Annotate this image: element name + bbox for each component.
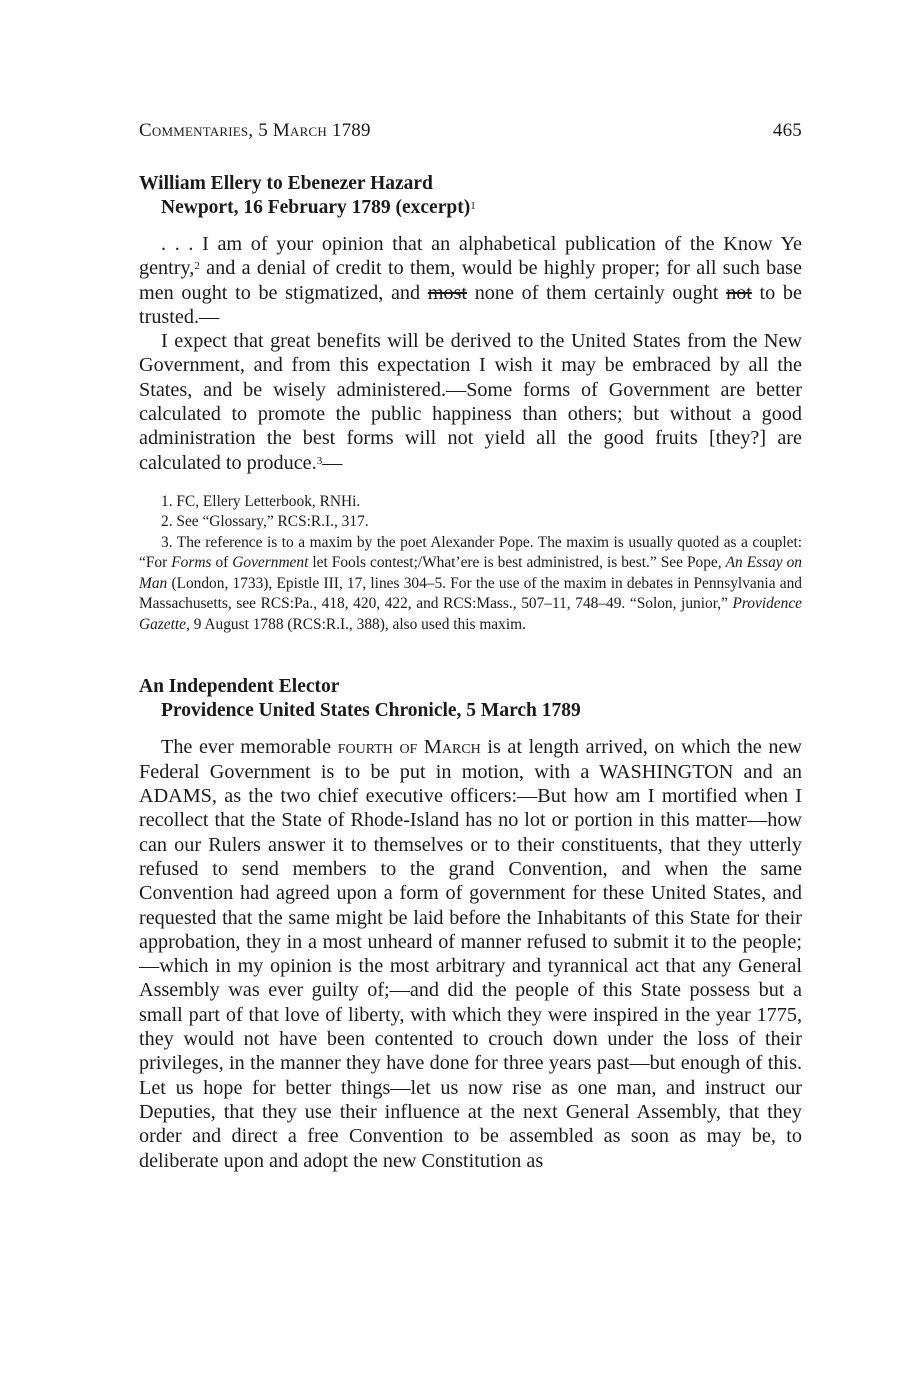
doc1-p2-text-a: I expect that great benefits will be derived to the United States from the New Government, and from this expectation I wish it may be embraced by all the States, and be wisely administered.—Some forms of Government are better calculated to promote the public happiness than others; but without a good administration the best forms will not yield all the good fruits [they?] are calculated to produce. [139, 330, 802, 474]
struck-word-most: most [427, 281, 468, 304]
doc2-p1-small-caps: fourth of March [337, 736, 481, 759]
doc1-p1-text-b: and a denial of credit to them, would be highly proper; for all such base men ought to be stigmatized, and [139, 257, 802, 304]
doc2-paragraph-1 [139, 735, 802, 1172]
footnote-3-text-d: (London, 1733), Epistle III, 17, lines 304–5. For the use of the maxim in debates in Pennsylvania and Massachusetts, see RCS:Pa., 418, 420, 422, and RCS:Mass., 507–11, 748–49. “Solon, junior,” [139, 574, 802, 613]
doc1-paragraph-2 [139, 329, 802, 475]
footnote-3-text-b: of [211, 554, 233, 572]
footnote-3-italic-gazette: Providence Gazette, [139, 595, 802, 633]
doc1-p2-text-b: — [322, 451, 343, 474]
footnote-3-italic-government: Government [232, 554, 309, 572]
footnote-2: 2. See “Glossary,” RCS:R.I., 317. [161, 513, 369, 531]
doc2-heading [139, 675, 802, 723]
doc1-footnotes [139, 492, 802, 636]
footnote-3 [139, 533, 802, 636]
footnote-3-text-a: 3. The reference is to a maxim by the poet Alexander Pope. The maxim is usually quoted as a couplet: “For [139, 533, 802, 572]
footnote-3-text-c: let Fools contest;/What’ere is best administred, is best.” See Pope, [308, 554, 726, 572]
footnote-3-italic-forms: Forms [171, 554, 212, 572]
doc2-author-line: An Independent Elector [139, 676, 340, 698]
footnote-3-text-e: 9 August 1788 (RCS:R.I., 388), also used this maxim. [189, 615, 526, 633]
page [139, 120, 802, 1173]
doc1-p1-note-ref: 2 [194, 260, 200, 273]
doc2-body [139, 735, 802, 1172]
doc1-heading [139, 172, 802, 220]
doc1-p1-text-d: to be trusted.— [139, 281, 802, 328]
footnote-3-italic-essay-title: An Essay on Man [139, 554, 803, 592]
doc1-body [139, 232, 802, 475]
doc1-p1-text-a: . . . I am of your opinion that an alphabetical publication of the Know Ye gentry, [139, 233, 802, 280]
doc1-place-date-text: Newport, 16 February 1789 (excerpt) [161, 197, 471, 218]
doc2-source-line: Providence United States Chronicle, 5 March 1789 [161, 700, 581, 722]
doc1-p2-note-ref: 3 [316, 454, 323, 467]
doc2-p1-text-b: is at length arrived, on which the new Federal Government is to be put in motion, with a WASHINGTON and an ADAMS, as the two chief executive officers:—But how am I mortified when I recollect that the State of Rhode-Island has no lot or portion in this matter—how can our Rulers answer it to themselves or to their constituents, that they utterly refused to send members to the grand Convention, and when the same Convention had agreed upon a form of government for these United States, and requested that the same might be laid before the Inhabitants of this State for their approbation, they in a most unheard of manner refused to submit it to the people;—which in my opinion is the most arbitrary and tyrannical act that any General Assembly was ever guilty of;—and did the people of this State possess but a small part of that love of liberty, with which they were inspired in the year 1775, they would not have been contented to crouch down under the loss of their privileges, in the manner they have done for three years past—but enough of this. Let us hope for better things—let us now rise as one man, and instruct our Deputies, that they use their influence at the next General Assembly, that they order and direct a free Convention to be assembled as soon as may be, to deliberate upon and adopt the new Constitution as [139, 736, 802, 1172]
doc1-p1-text-c: none of them certainly ought [467, 281, 727, 304]
struck-word-not: not [726, 281, 752, 304]
doc2-p1-text-a: The ever memorable [161, 736, 338, 759]
running-head-title: Commentaries, 5 March 1789 [139, 120, 371, 141]
page-number: 465 [772, 120, 802, 141]
doc1-heading-note-ref: 1 [470, 200, 476, 212]
running-head [139, 120, 802, 152]
doc1-place-date-line [139, 196, 802, 220]
doc1-paragraph-1 [139, 232, 802, 329]
doc1-author-line: William Ellery to Ebenezer Hazard [139, 173, 433, 194]
footnote-1: 1. FC, Ellery Letterbook, RNHi. [161, 492, 361, 510]
